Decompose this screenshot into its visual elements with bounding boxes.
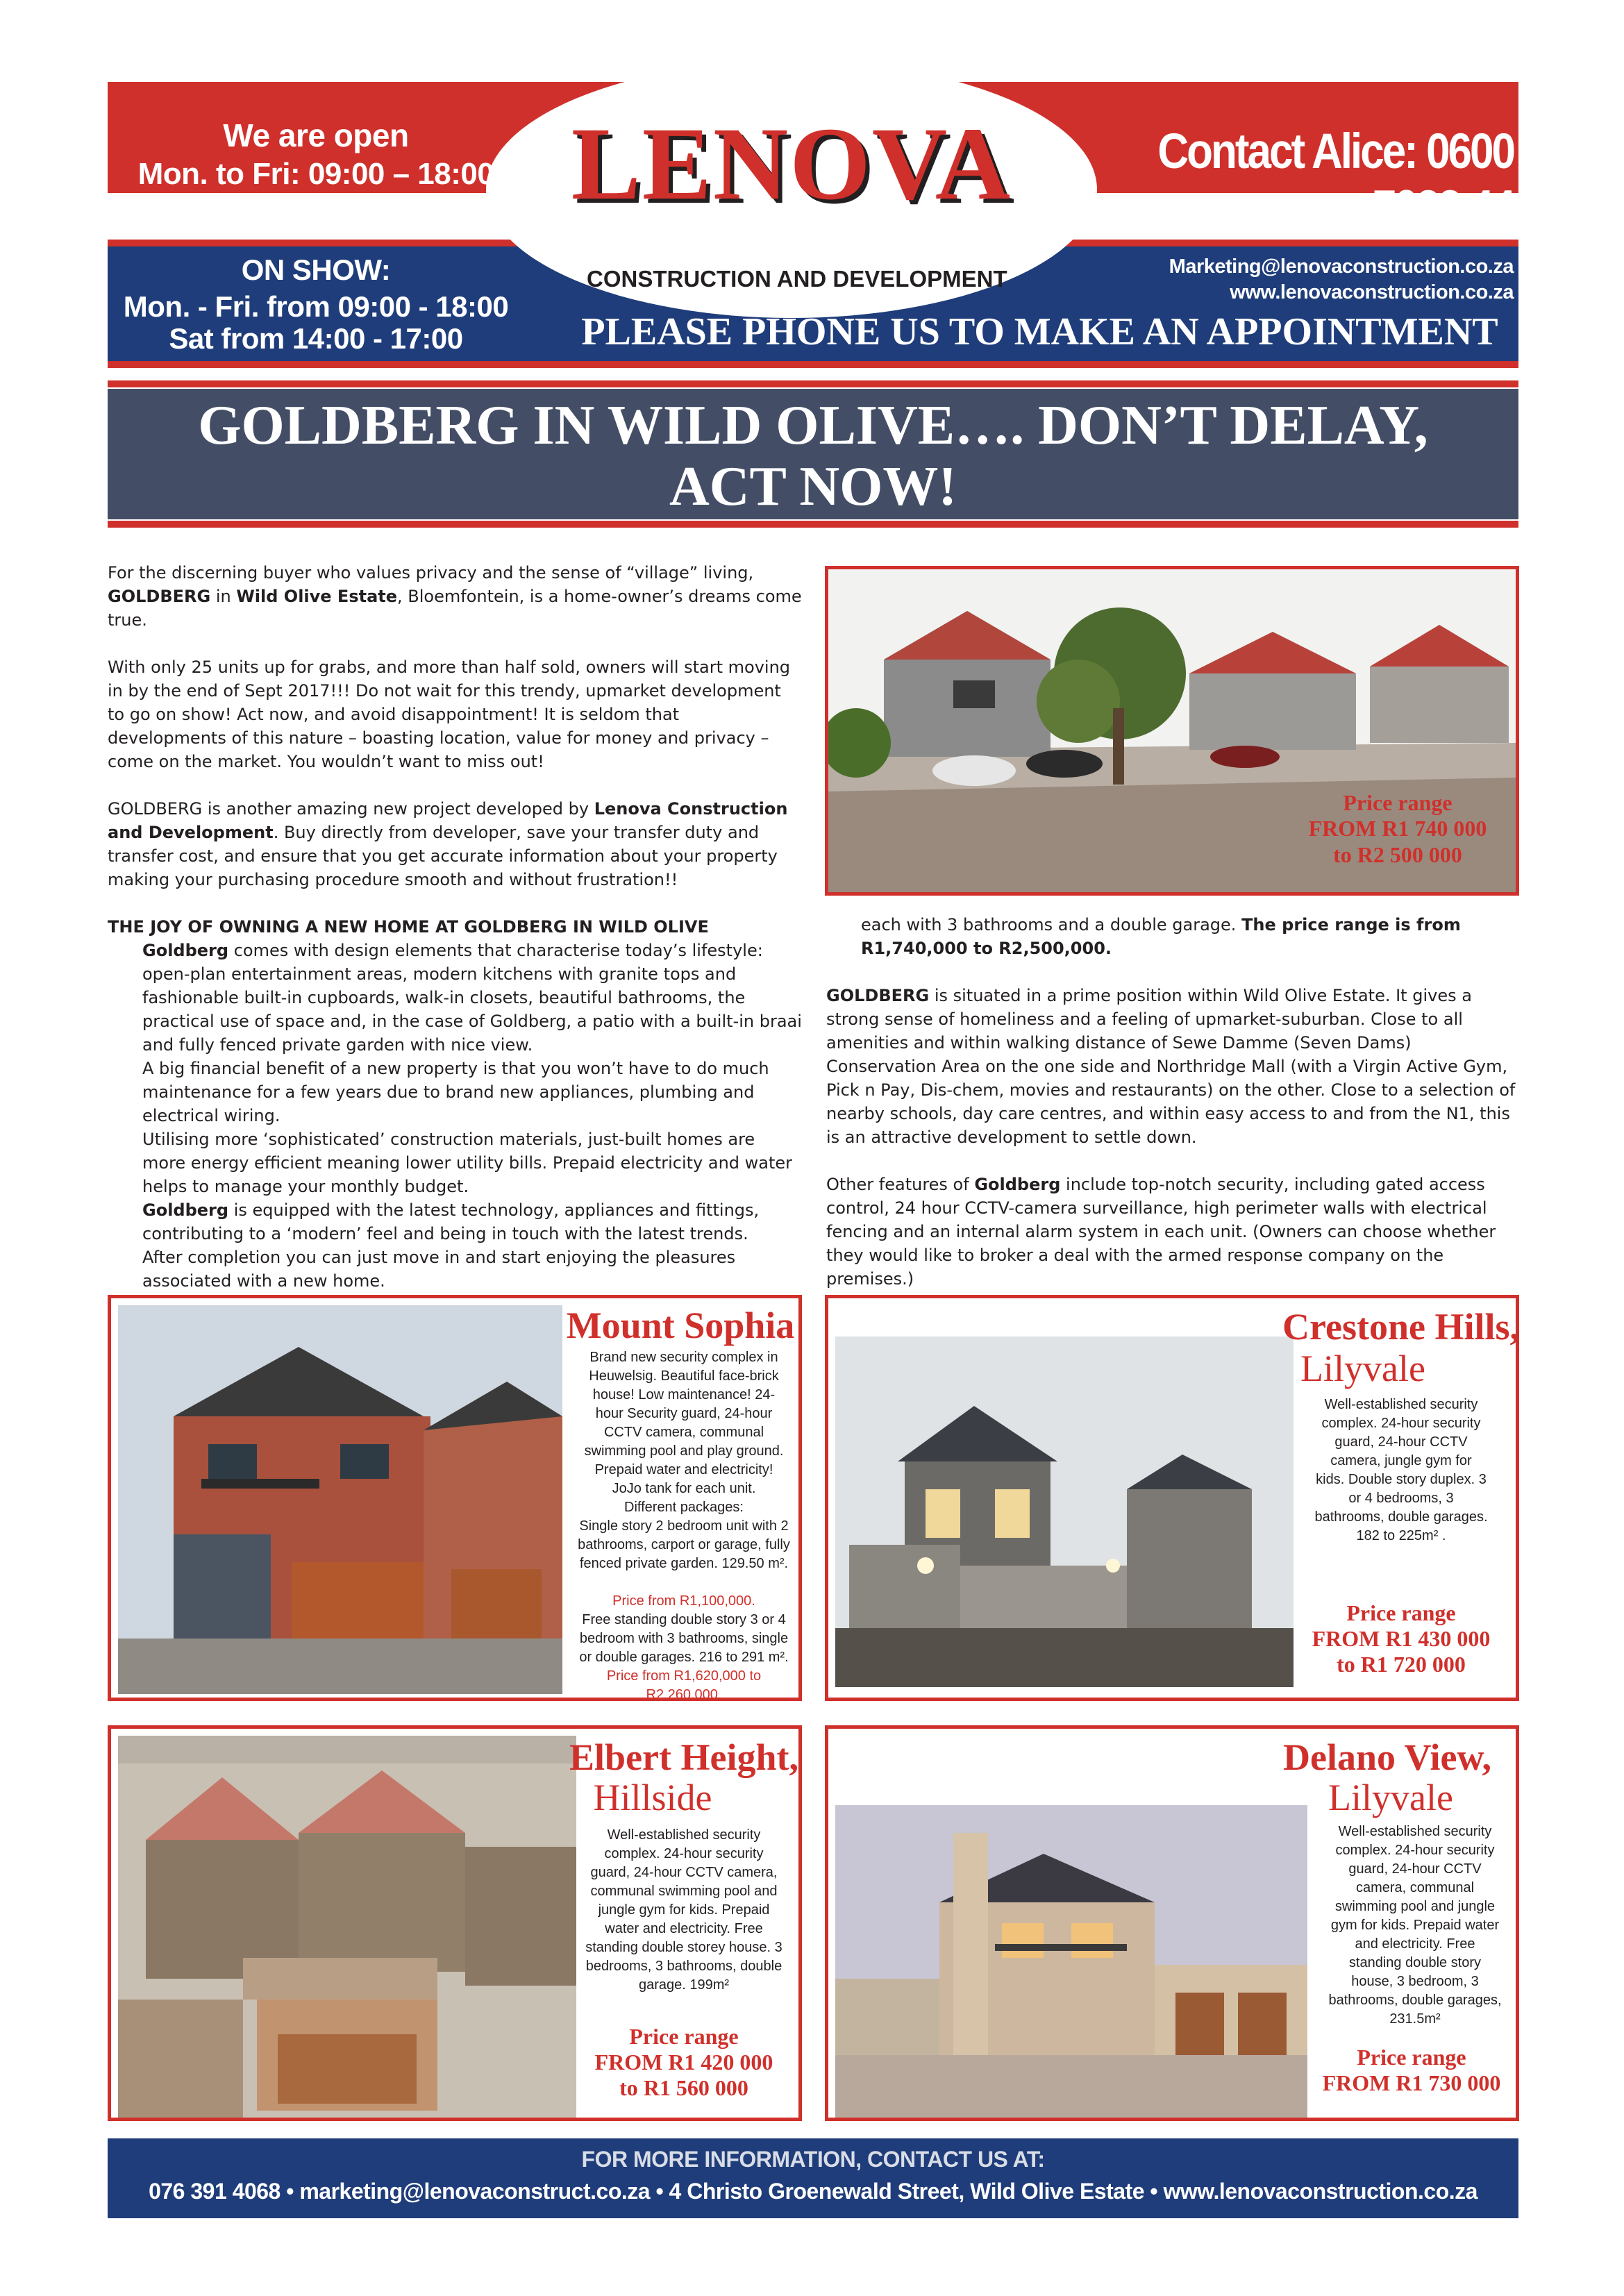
footer-line1: FOR MORE INFORMATION, CONTACT US AT: [581, 2147, 1045, 2172]
joy1-bold: Goldberg [142, 941, 229, 960]
right-p2-bold: GOLDBERG [826, 986, 930, 1005]
right-p3-bold: Goldberg [974, 1175, 1061, 1194]
joy4-bold: Goldberg [142, 1200, 229, 1220]
p3-company: Lenova Construction and Development [108, 799, 788, 842]
elbert-sub: Hillside [593, 1777, 712, 1818]
headline-bottom-line [108, 521, 1518, 528]
delano-price-from: FROM R1 730 000 [1322, 2070, 1501, 2095]
on-show-line2: Sat from 14:00 - 17:00 [169, 322, 463, 355]
crestone-price-label: Price range [1346, 1600, 1456, 1625]
goldberg-photo-card [825, 566, 1519, 896]
right-p2 [826, 984, 1521, 1149]
joy-heading: THE JOY OF OWNING A NEW HOME AT GOLDBERG IN WILD OLIVE [108, 917, 709, 937]
elbert-price-from: FROM R1 420 000 [594, 2050, 773, 2075]
crestone-title: Crestone Hills, [1282, 1306, 1519, 1348]
intro-text: For the discerning buyer who values privacy and the sense of “village” living, [108, 563, 754, 583]
delano-photo [835, 1805, 1307, 2118]
headline-line1: GOLDBERG IN WILD OLIVE…. DON’T DELAY, [198, 395, 1428, 456]
right-p2-text: is situated in a prime position within Wild Olive Estate. It gives a strong sense of homeliness and a feeling of upmarket-suburban. Close to all amenities and within walking distance of Sewe Damme (Seven Dams) Conservation Area on the one side and Northridge Mall (with a Virgin Active Gym, Pick n Pay, Dis-chem, movies and restaurants) on the other. Close to a selection of nearby schools, day care centres, and within easy access to and from the N1, this is an attractive development to settle down. [826, 986, 1516, 1147]
joy-item-4 [142, 1198, 802, 1246]
crestone-photo [835, 1336, 1294, 1687]
right-p3-a: Other features of [826, 1175, 975, 1194]
on-show-title: ON SHOW: [241, 253, 391, 286]
open-line1: We are open [223, 117, 409, 153]
elbert-title: Elbert Height, [569, 1736, 798, 1778]
delano-desc: Well-established security complex. 24-hour security guard, 24-hour CCTV camera, communal swimming pool and jungle gym for kids. Prepaid water and electricity. Free standing double story house, 3 bedroom, 3 bathrooms, double garages, 231.5m² [1328, 1824, 1502, 2027]
article-right-column [826, 913, 1521, 1291]
delano-price-label: Price range [1357, 2045, 1466, 2070]
joy1-text: comes with design elements that characterise today’s lifestyle: open-plan entertainment areas, modern kitchens with granite tops and fashionable built-in cupboards, walk-in closets, beautiful bathrooms, the practical use of space and, in the case of Goldberg, a patio with a built-in braai and fully fenced private garden with nice view. [142, 941, 802, 1055]
intro-end: , Bloemfontein, is a home-owner’s dreams come true. [108, 587, 802, 630]
goldberg-price-to: to R2 500 000 [1333, 842, 1462, 867]
intro-estate: Wild Olive Estate [236, 587, 398, 606]
right-p3-b: include top-notch security, including gated access control, 24 hour CCTV-camera surveillance, high perimeter walls with electrical fencing and an internal alarm system in each unit. (Owners can choose whether they would like to broker a deal with the armed response company on the premises.) [826, 1175, 1496, 1289]
logo-text: LENOVA [571, 106, 1012, 221]
crestone-price-from: FROM R1 430 000 [1312, 1626, 1491, 1651]
joy-item-1 [142, 939, 802, 1057]
header-email: Marketing@lenovaconstruction.co.za [1169, 255, 1514, 278]
crestone-desc: Well-established security complex. 24-hour security guard, 24-hour CCTV camera, jungle gym for kids. Double story duplex. 3 or 4 bedrooms, 3 bathrooms, double garages. 182 to 225m² . [1314, 1397, 1488, 1543]
crestone-price-to: to R1 720 000 [1337, 1652, 1466, 1677]
elbert-card [108, 1725, 802, 2121]
mount-sophia-pkg2: Free standing double story 3 or 4 bedroom with 3 bathrooms, single or double garages. 216 to 291 m². [579, 1612, 789, 1665]
right-continuation [826, 913, 1521, 960]
delano-sub: Lilyvale [1328, 1777, 1453, 1818]
mount-sophia-card [108, 1295, 802, 1701]
right-cont-text: each with 3 bathrooms and a double garage. [861, 915, 1242, 935]
article-p3 [108, 797, 802, 891]
on-show-line1: Mon. - Fri. from 09:00 - 18:00 [123, 290, 509, 323]
joy-item-3: Utilising more ‘sophisticated’ construction materials, just-built homes are more energy efficient meaning lower utility bills. Prepaid electricity and water helps to manage your monthly budget. [142, 1130, 793, 1196]
footer-line2: 076 391 4068 • marketing@lenovaconstruct.co.za • 4 Christo Groenewald Street, Wild Olive Estate • www.lenovaconstruction.co.za [149, 2179, 1477, 2204]
appointment-line: PLEASE PHONE US TO MAKE AN APPOINTMENT [581, 310, 1498, 353]
mount-sophia-desc: Brand new security complex in Heuwelsig. Beautiful face-brick house! Low maintenance! 24-hour Security guard, 24-hour CCTV camera, communal swimming pool and play ground. Prepaid water and electricity! JoJo tank for each unit. [584, 1350, 784, 1496]
elbert-price-label: Price range [629, 2024, 739, 2049]
headline-top-line [108, 380, 1518, 387]
crestone-card [825, 1295, 1519, 1701]
p3-text: GOLDBERG is another amazing new project developed by [108, 799, 594, 819]
intro-in: in [210, 587, 237, 606]
mount-sophia-title: Mount Sophia [566, 1305, 795, 1346]
right-cont-bold: The price range is from R1,740,000 to R2,500,000. [861, 915, 1461, 958]
footer-bar [108, 2138, 1518, 2218]
goldberg-price-label: Price range [1343, 790, 1453, 815]
crestone-sub: Lilyvale [1300, 1348, 1425, 1389]
joy-item-2: A big financial benefit of a new property is that you won’t have to do much maintenance for a few years due to brand new appliances, plumbing and electrical wiring. [142, 1059, 769, 1125]
elbert-price-to: to R1 560 000 [619, 2075, 748, 2100]
contact-line: Contact Alice: 0600 7033 44 [1157, 124, 1514, 236]
mount-sophia-photo [118, 1305, 562, 1694]
article-p2: With only 25 units up for grabs, and more than half sold, owners will start moving in by the end of Sept 2017!!! Do not wait for this trendy, upmarket development to go on show! Act now, and avoid disappointment! It is seldom that developments of this nature – boasting location, value for money and privacy – come on the market. You wouldn’t want to miss out! [108, 657, 791, 771]
delano-title: Delano View, [1282, 1736, 1491, 1778]
mount-sophia-pkg1: Single story 2 bedroom unit with 2 bathrooms, carport or garage, fully fenced private garden. 129.50 m². [578, 1518, 790, 1571]
joy-list [108, 939, 802, 1340]
headline-line2: ACT NOW! [669, 456, 957, 517]
joy4-text: is equipped with the latest technology, appliances and fittings, contributing to a ‘modern’ feel and being in touch with the latest trends. [142, 1200, 760, 1243]
right-p3 [826, 1173, 1521, 1291]
open-line2: Mon. to Fri: 09:00 – 18:00 [137, 157, 494, 191]
elbert-desc: Well-established security complex. 24-hour security guard, 24-hour CCTV camera, communal swimming pool and jungle gym for kids. Prepaid water and electricity. Free standing double storey house. 3 bedrooms, 3 bathrooms, double garage. 199m² [585, 1827, 782, 1993]
header-website: www.lenovaconstruction.co.za [1230, 281, 1514, 303]
mount-sophia-pkg2-price: Price from R1,620,000 to R2,260,000. [606, 1668, 762, 1702]
intro-goldberg: GOLDBERG [108, 587, 211, 606]
mount-sophia-pkg1-price: Price from R1,100,000. [612, 1593, 755, 1609]
logo-subtitle: CONSTRUCTION AND DEVELOPMENT [587, 266, 1007, 292]
goldberg-price-from: FROM R1 740 000 [1308, 816, 1487, 841]
article-intro [108, 561, 802, 632]
joy-item-5: After completion you can just move in and start enjoying the pleasures associated with a new home. [142, 1248, 736, 1291]
elbert-photo [118, 1736, 576, 2118]
delano-card [825, 1725, 1519, 2121]
p3-end: . Buy directly from developer, save your transfer duty and transfer cost, and ensure that you get accurate information about your property making your purchasing procedure smooth and without frustration!! [108, 823, 778, 889]
header-bottom-border [108, 361, 1518, 368]
mount-sophia-packages: Different packages: [624, 1500, 744, 1515]
article-left-column [108, 561, 802, 1340]
